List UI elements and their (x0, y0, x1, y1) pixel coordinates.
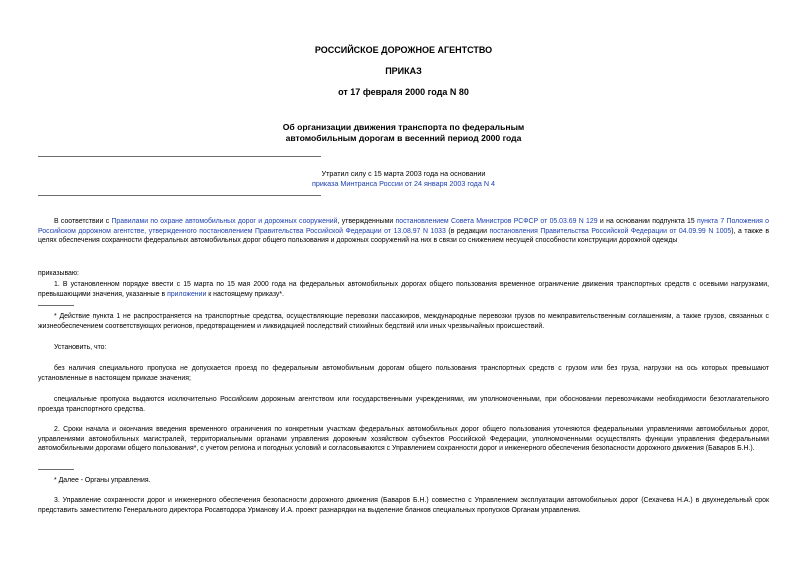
agency-regulation-link[interactable]: пункта 7 Положения о Российском дорожном агентстве, утвержденного постановлением Правительства Российской Федерации от 13.08.97 N 1033 (38, 218, 769, 235)
item-1-text: 1. В установленном порядке ввести с 15 марта по 15 мая 2000 года на федеральных автомобильных дорогах общего пользования временное ограничение движения транспортных средств с осевыми нагрузками, превышающими значения, указанные в (38, 281, 769, 298)
item-1-text: к настоящему приказу*. (206, 290, 284, 298)
item-1-paragraph (38, 280, 769, 299)
rule-permit-issuance: специальные пропуска выдаются исключительно Российским дорожным агентством или государственными учреждениями, им уполномоченными, при обосновании перевозчиками необходимости безотлагательного проезда транспортного средства. (38, 396, 769, 413)
preamble-text: , утвержденными (337, 218, 396, 225)
preamble-paragraph (38, 217, 769, 246)
divider-top (38, 156, 321, 157)
rule-permit-required: без наличия специального пропуска не допускается проезд по федеральным автомобильным дорогам общего пользования транспортных средств с грузом или без груза, нагрузки на ось которых превышают установленные в настоящем приказе значения; (38, 365, 769, 382)
appendix-link[interactable]: приложении (167, 290, 207, 298)
repeal-order-link[interactable]: приказа Минтранса России от 24 января 2003 года N 4 (311, 179, 496, 188)
government-resolution-link[interactable]: постановления Правительства Российской Федерации от 04.09.99 N 1005 (489, 227, 732, 235)
protection-rules-link[interactable]: Правилами по охране автомобильных дорог и дорожных сооружений (111, 218, 338, 225)
footnote-divider-1 (38, 305, 74, 306)
title-line-1: Об организации движения транспорта по федеральным (282, 122, 525, 132)
document-date: от 17 февраля 2000 года N 80 (338, 87, 469, 97)
preamble-text: (в редакции (445, 227, 490, 235)
establish-paragraph: Установить, что: (54, 344, 107, 351)
footnote-2: * Далее - Органы управления. (54, 477, 151, 484)
item-3-paragraph: 3. Управление сохранности дорог и инженерного обеспечения безопасности дорожного движения (Баваров Б.Н.) совместно с Управлением эксплуатации автомобильных дорог (Сехачева Н.А.) в двухнедельный срок представить заместителю Генерального директора Росавтодора Урманову И.А. проект разнарядки на выделение бланков специальных пропусков Органам управления. (38, 497, 769, 514)
item-2-paragraph: 2. Сроки начала и окончания введения временного ограничения по конкретным участкам федеральных автомобильных дорог общего пользования уточняются федеральными управлениями автомобильных дорог, управлениями автомобильных магистралей, территориальными органами управления дорожным хозяйством субъектов Российской Федерации, уполномоченными осуществлять функции управления федеральными автомобильными дорогами общего пользования*, с учетом региона и погодных условий и согласовываются с Управлением сохранности дорог и инженерного обеспечения безопасности дорожного движения (Баваров Б.Н.). (38, 426, 769, 452)
preamble-text: ), а также в целях обеспечения сохранности федеральных автомобильных дорог общего пользования и дорожных сооружений на них в связи со снижением несущей способности конструкции дорожной одежды (38, 227, 769, 244)
status-note (250, 169, 557, 189)
order-word: приказываю: (38, 270, 79, 277)
agency-name: РОССИЙСКОЕ ДОРОЖНОЕ АГЕНТСТВО (314, 45, 493, 55)
preamble-text: и на основании подпункта 15 (597, 218, 697, 225)
council-resolution-link[interactable]: постановлением Совета Министров РСФСР от 05.03.69 N 129 (395, 218, 598, 225)
document-type: ПРИКАЗ (385, 66, 422, 76)
divider-bottom (38, 195, 321, 196)
preamble-text: В соответствии с (54, 218, 112, 225)
footnote-1: * Действие пункта 1 не распространяется на транспортные средства, осуществляющие перевозки пассажиров, международные перевозки грузов по межправительственным соглашениям, а также грузов, связанных с жизнеобеспечением соответствующих регионов, предотвращением и ликвидацией последствий стихийных бедствий или иных чрезвычайных происшествий. (38, 313, 769, 330)
title-line-2: автомобильным дорогам в весенний период 2000 года (285, 133, 522, 143)
footnote-divider-2 (38, 469, 74, 470)
status-note-text: Утратил силу с 15 марта 2003 года на основании (321, 169, 486, 178)
